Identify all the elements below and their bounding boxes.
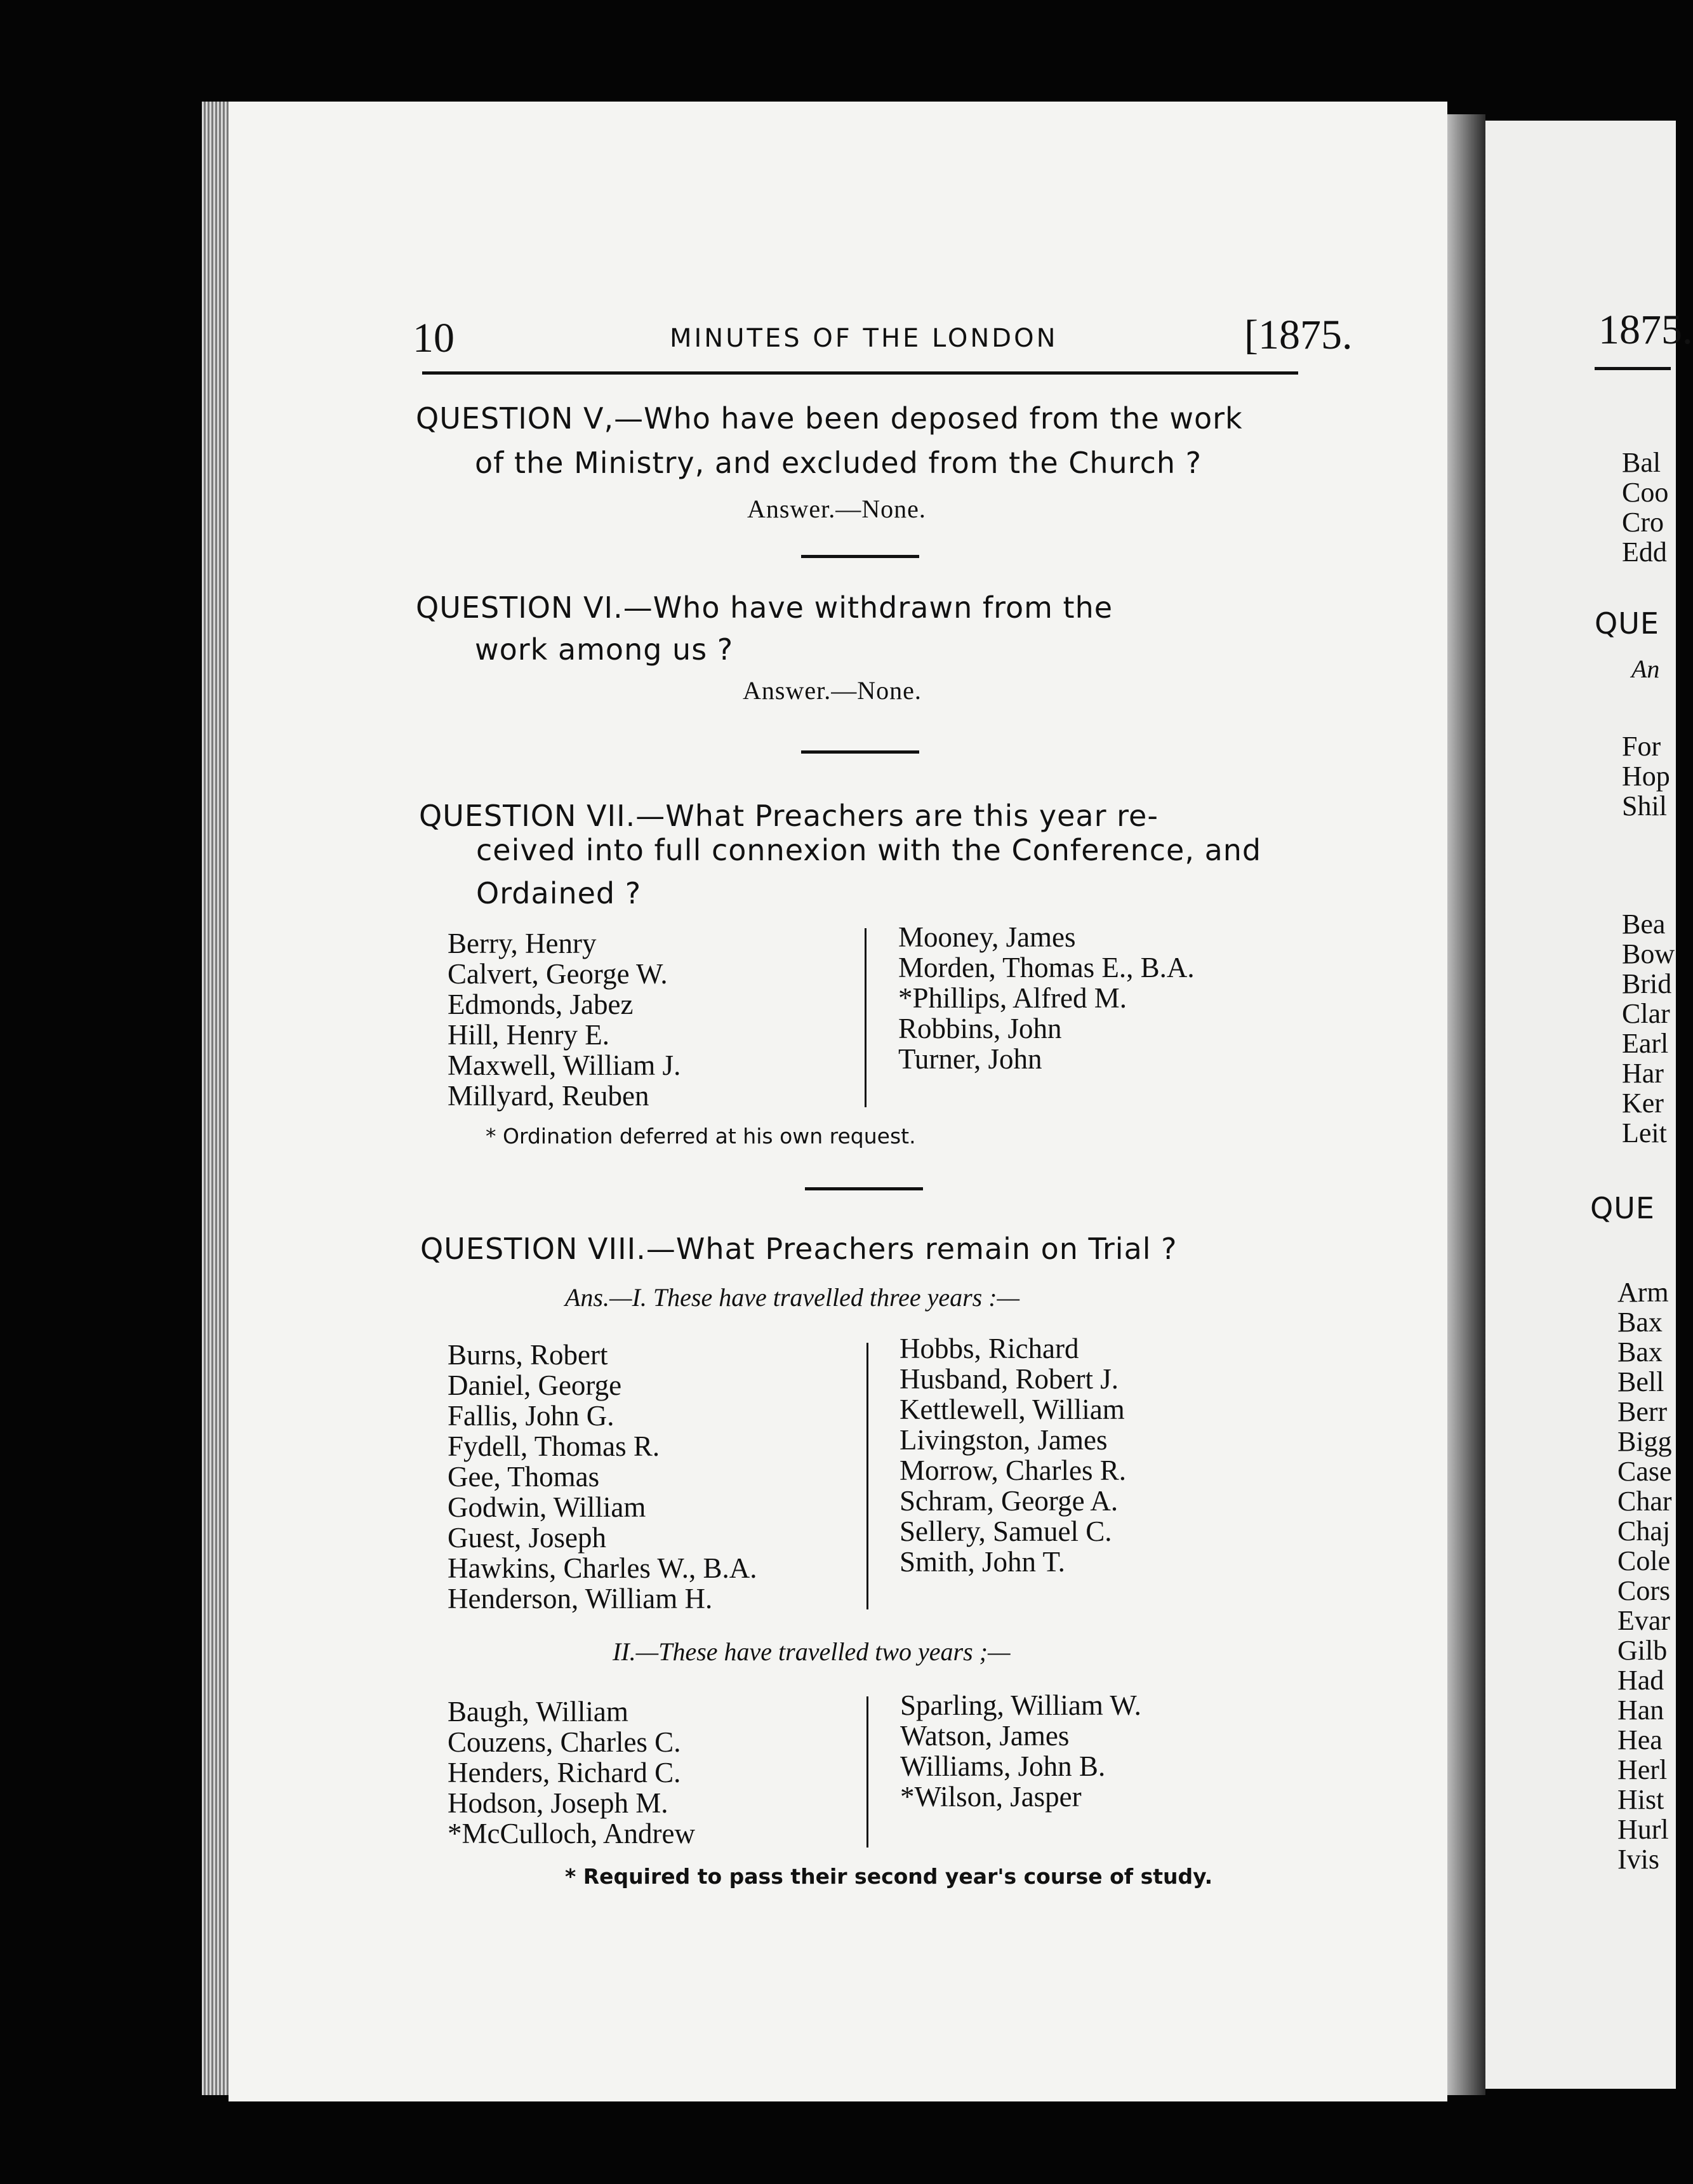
list-item: Millyard, Reuben [448, 1080, 649, 1112]
list-item: Herl [1617, 1754, 1668, 1785]
ordained-right-column [898, 922, 1195, 1074]
question-6-line-2: work among us ? [475, 632, 734, 667]
section-divider [801, 555, 919, 558]
two-years-right-column [900, 1690, 1141, 1812]
list-item: Calvert, George W. [448, 958, 668, 990]
list-item: Cole [1617, 1545, 1671, 1576]
list-item: Morrow, Charles R. [900, 1455, 1127, 1486]
list-item: Bal [1622, 447, 1661, 478]
list-item: *McCulloch, Andrew [448, 1818, 695, 1849]
list-item: Gee, Thomas [448, 1461, 600, 1493]
right-page-group-4 [1617, 1277, 1672, 1874]
list-item: Edmonds, Jabez [448, 989, 634, 1020]
list-item: Schram, George A. [900, 1485, 1119, 1517]
question-6-line-1: QUESTION VI.—Who have withdrawn from the [416, 590, 1113, 625]
list-item: Berry, Henry [448, 928, 597, 959]
list-item: Bax [1617, 1336, 1663, 1368]
question-6-answer: Answer.—None. [743, 676, 922, 705]
question-5-line-2: of the Ministry, and excluded from the Church ? [475, 446, 1202, 480]
column-divider [866, 1696, 868, 1848]
list-item: Baugh, William [448, 1696, 628, 1728]
list-item: Godwin, William [448, 1491, 646, 1523]
right-page-group-2 [1622, 731, 1670, 821]
list-item: Kettlewell, William [900, 1394, 1125, 1425]
list-item: Coo [1622, 477, 1669, 508]
list-item: *Wilson, Jasper [900, 1781, 1082, 1813]
right-page-question-heading: QUE [1595, 606, 1659, 641]
list-item: Sellery, Samuel C. [900, 1515, 1112, 1547]
question-5-line-1: QUESTION V,—Who have been deposed from the work [416, 401, 1243, 436]
section-divider [801, 750, 919, 754]
list-item: Fallis, John G. [448, 1400, 614, 1432]
question-7-line-3: Ordained ? [476, 876, 642, 910]
list-item: Bax [1617, 1307, 1663, 1338]
ordination-footnote: * Ordination deferred at his own request. [486, 1124, 916, 1149]
list-item: Edd [1622, 536, 1667, 568]
right-page-group-1 [1622, 448, 1668, 567]
list-item: Hop [1622, 761, 1670, 792]
list-item: Husband, Robert J. [900, 1363, 1119, 1395]
three-years-left-column [448, 1340, 757, 1614]
list-item: Watson, James [900, 1720, 1070, 1752]
list-item: Hill, Henry E. [448, 1019, 609, 1051]
two-years-left-column [448, 1696, 695, 1849]
book-gutter [1447, 114, 1485, 2095]
question-7-line-2: ceived into full connexion with the Conference, and [476, 833, 1262, 867]
list-item: Morden, Thomas E., B.A. [898, 952, 1195, 983]
section-divider [805, 1187, 923, 1190]
list-item: Mooney, James [898, 921, 1076, 953]
question-8-line-1: QUESTION VIII.—What Preachers remain on Trial ? [420, 1232, 1178, 1266]
right-page-answer: An [1631, 655, 1660, 683]
list-item: Henders, Richard C. [448, 1757, 681, 1788]
study-footnote: * Required to pass their second year's course of study. [565, 1864, 1213, 1889]
list-item: Char [1617, 1486, 1672, 1517]
list-item: Chaj [1617, 1515, 1671, 1547]
page-number: 10 [413, 315, 455, 361]
list-item: Sparling, William W. [900, 1689, 1141, 1721]
list-item: Robbins, John [898, 1013, 1062, 1044]
list-item: Hist [1617, 1784, 1664, 1815]
list-item: Cro [1622, 507, 1664, 538]
list-item: Hodson, Joseph M. [448, 1787, 668, 1819]
list-item: Earl [1622, 1028, 1669, 1059]
list-item: Had [1617, 1665, 1664, 1696]
list-item: Ker [1622, 1088, 1664, 1119]
list-item: Smith, John T. [900, 1546, 1065, 1578]
list-item: Hobbs, Richard [900, 1333, 1079, 1364]
header-rule [422, 371, 1298, 375]
list-item: Brid [1622, 968, 1672, 999]
list-item: Ivis [1617, 1844, 1659, 1875]
list-item: Henderson, William H. [448, 1583, 713, 1615]
list-item: Livingston, James [900, 1424, 1108, 1456]
three-years-right-column [900, 1333, 1126, 1577]
list-item: Guest, Joseph [448, 1522, 606, 1554]
list-item: Leit [1622, 1117, 1667, 1149]
list-item: Shil [1622, 790, 1667, 822]
column-divider [865, 928, 866, 1107]
question-7-line-1: QUESTION VII.—What Preachers are this year re- [419, 799, 1159, 833]
list-item: Burns, Robert [448, 1339, 608, 1371]
list-item: Arm [1617, 1277, 1669, 1308]
list-item: Clar [1622, 998, 1670, 1029]
list-item: Evar [1617, 1605, 1671, 1636]
list-item: Fydell, Thomas R. [448, 1430, 660, 1462]
list-item: Bell [1617, 1366, 1664, 1397]
list-item: Bow [1622, 938, 1675, 969]
list-item: For [1622, 731, 1661, 762]
three-years-subheading: Ans.—I. These have travelled three years :— [565, 1283, 1020, 1312]
list-item: Bigg [1617, 1426, 1672, 1457]
question-5-answer: Answer.—None. [747, 495, 926, 523]
list-item: Hea [1617, 1724, 1663, 1755]
list-item: Berr [1617, 1396, 1668, 1427]
list-item: *Phillips, Alfred M. [898, 982, 1127, 1014]
list-item: Gilb [1617, 1635, 1668, 1666]
list-item: Case [1617, 1456, 1672, 1487]
list-item: Har [1622, 1058, 1664, 1089]
header-year: [1875. [1244, 312, 1353, 358]
list-item: Han [1617, 1695, 1664, 1726]
column-divider [866, 1343, 868, 1609]
list-item: Hurl [1617, 1814, 1669, 1845]
running-title: MINUTES OF THE LONDON [670, 324, 1058, 353]
list-item: Bea [1622, 909, 1666, 940]
ordained-left-column [448, 928, 681, 1111]
two-years-subheading: II.—These have travelled two years ;— [613, 1637, 1011, 1666]
list-item: Hawkins, Charles W., B.A. [448, 1552, 757, 1584]
list-item: Williams, John B. [900, 1750, 1106, 1782]
list-item: Couzens, Charles C. [448, 1726, 681, 1758]
list-item: Maxwell, William J. [448, 1049, 681, 1081]
list-item: Daniel, George [448, 1369, 622, 1401]
right-page-header-rule [1595, 367, 1671, 370]
right-page-question-heading: QUE [1590, 1191, 1655, 1225]
list-item: Turner, John [898, 1043, 1042, 1075]
right-page-year: 1875. [1598, 307, 1693, 353]
list-item: Cors [1617, 1575, 1671, 1606]
right-page-group-3 [1622, 909, 1675, 1148]
